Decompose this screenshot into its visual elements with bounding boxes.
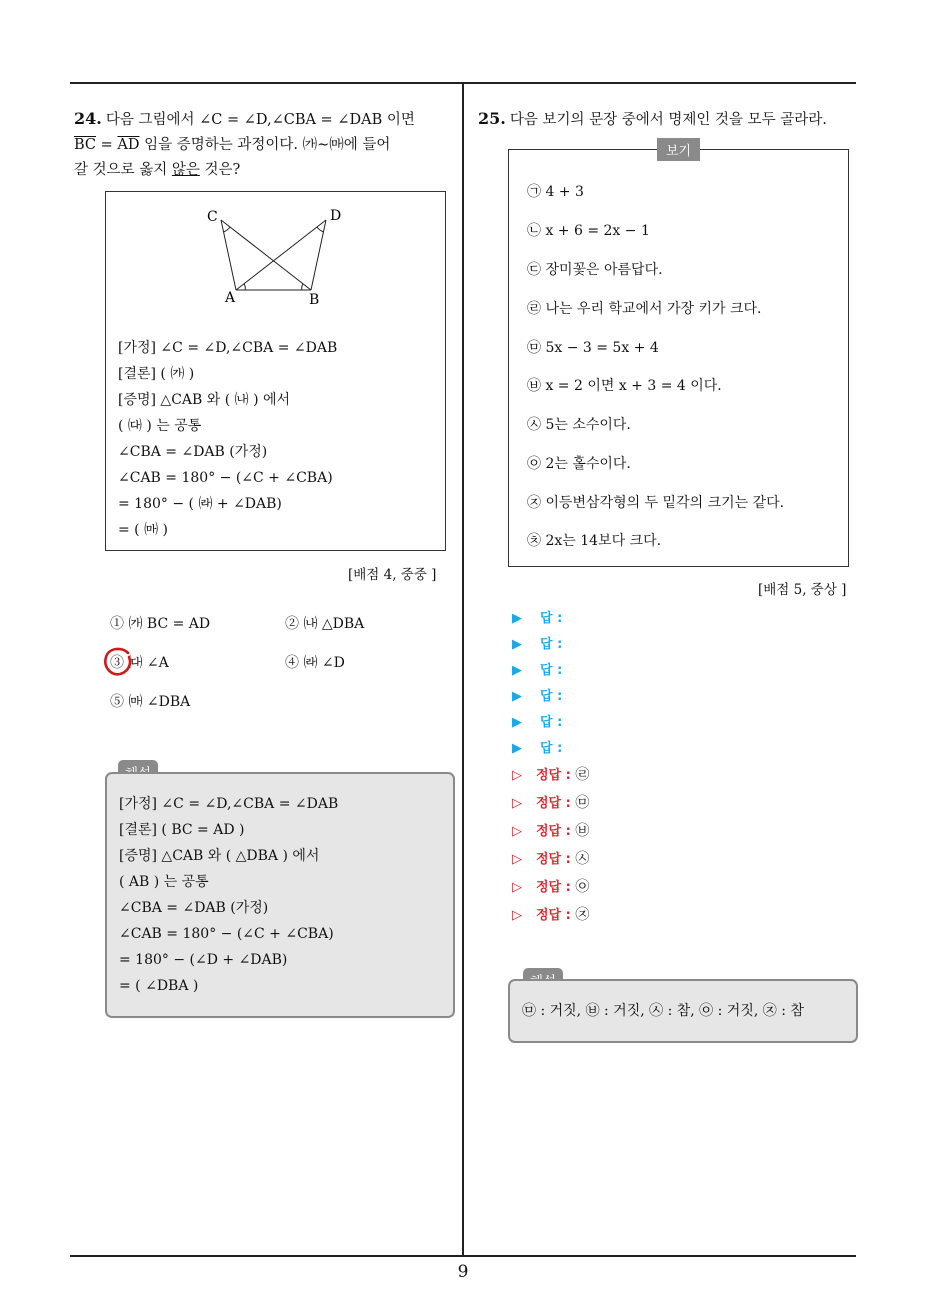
choice-text: ㈐ ∠A xyxy=(128,655,169,671)
q25-text xyxy=(478,106,860,133)
expl-line-6: ∠CAB = 180° − (∠C + ∠CBA) xyxy=(119,926,334,942)
fig-line-cb xyxy=(221,220,311,290)
expl-line-7: = 180° − (∠D + ∠DAB) xyxy=(119,952,288,968)
proof-line-6: ∠CAB = 180° − (∠C + ∠CBA) xyxy=(118,470,333,486)
bogi-item-4: ㉣ 나는 우리 학교에서 가장 키가 크다. xyxy=(527,301,762,317)
answer-blank-3[interactable]: ▶ 답 : xyxy=(512,663,563,678)
choice-text: ㈒ ∠DBA xyxy=(128,694,191,710)
q24-figure-box xyxy=(105,191,446,551)
q24-text xyxy=(74,106,456,183)
page-number: 9 xyxy=(457,1262,469,1282)
choice-number: ④ xyxy=(285,655,299,671)
q24-choice-4[interactable] xyxy=(285,652,345,672)
proof-line-3: [증명] △CAB 와 ( ㈏ ) 에서 xyxy=(118,392,291,408)
q25-bogi-box xyxy=(508,149,849,567)
bogi-item-6: ㉥ x = 2 이면 x + 3 = 4 이다. xyxy=(527,378,722,394)
q25-explanation-text: ㉤ : 거짓, ㉥ : 거짓, ㉦ : 참, ㉧ : 거짓, ㉨ : 참 xyxy=(522,1003,804,1019)
choice-number: ⑤ xyxy=(110,694,124,710)
q24-choice-1[interactable] xyxy=(110,613,210,633)
bogi-item-1: ㉠ 4 + 3 xyxy=(527,184,584,200)
outline-triangle-icon: ▷ xyxy=(512,852,522,867)
q24-line3-a: 갈 것으로 옳지 xyxy=(74,162,172,178)
outline-triangle-icon: ▷ xyxy=(512,880,522,895)
choice-text: ㈏ △DBA xyxy=(303,616,365,632)
column-divider xyxy=(462,83,464,1256)
proof-line-2: [결론] ( ㈎ ) xyxy=(118,366,195,382)
correct-answer-1: ▷ 정답 : ㉣ xyxy=(512,767,590,783)
bogi-item-3: ㉢ 장미꽃은 아름답다. xyxy=(527,262,663,278)
expl-line-8: = ( ∠DBA ) xyxy=(119,978,199,994)
proof-line-4: ( ㈐ ) 는 공통 xyxy=(118,418,202,434)
q25-bogi-tab: 보기 xyxy=(657,138,700,161)
play-triangle-icon: ▶ xyxy=(512,663,522,678)
expl-line-5: ∠CBA = ∠DAB (가정) xyxy=(119,900,269,916)
correct-answer-circle-icon xyxy=(101,645,135,679)
outline-triangle-icon: ▷ xyxy=(512,908,522,923)
fig-line-da xyxy=(236,220,326,290)
bogi-item-10: ㉩ 2x는 14보다 크다. xyxy=(527,533,662,549)
bottom-rule xyxy=(70,1255,856,1257)
q24-choice-5[interactable] xyxy=(110,691,190,711)
answer-blank-5[interactable]: ▶ 답 : xyxy=(512,715,563,730)
q24-line1: 다음 그림에서 ∠C = ∠D,∠CBA = ∠DAB 이면 xyxy=(105,112,415,128)
correct-answer-2: ▷ 정답 : ㉤ xyxy=(512,795,590,811)
answer-blank-1[interactable]: ▶ 답 : xyxy=(512,611,563,626)
choice-number: ② xyxy=(285,616,299,632)
fig-label-b: B xyxy=(309,292,320,308)
choice-number: ③ xyxy=(110,655,124,671)
proof-line-5: ∠CBA = ∠DAB (가정) xyxy=(118,444,268,460)
outline-triangle-icon: ▷ xyxy=(512,768,522,783)
answer-blank-6[interactable]: ▶ 답 : xyxy=(512,741,563,756)
proof-line-7: = 180° − ( ㈑ + ∠DAB) xyxy=(118,496,282,512)
outline-triangle-icon: ▷ xyxy=(512,824,522,839)
q24-eq: = xyxy=(96,137,118,153)
fig-angle-d xyxy=(317,227,324,232)
q24-figure xyxy=(106,192,445,322)
outline-triangle-icon: ▷ xyxy=(512,796,522,811)
fig-label-c: C xyxy=(207,209,218,225)
q24-seg-bc: $\overline{BC}$ xyxy=(74,137,97,153)
fig-angle-b xyxy=(302,284,303,290)
choice-number: ① xyxy=(110,616,124,632)
bogi-item-2: ㉡ x + 6 = 2x − 1 xyxy=(527,223,650,239)
q25-score: [배점 5, 중상 ] xyxy=(758,582,847,598)
fig-label-a: A xyxy=(225,290,236,306)
q24-number: 24. xyxy=(74,109,102,128)
proof-line-8: = ( ㈒ ) xyxy=(118,522,169,538)
q24-explanation-box xyxy=(105,772,455,1018)
bogi-item-5: ㉤ 5x − 3 = 5x + 4 xyxy=(527,340,659,356)
fig-angle-a xyxy=(244,284,245,290)
q24-seg-ad: $\overline{AD}$ xyxy=(117,137,140,153)
correct-answer-4: ▷ 정답 : ㉦ xyxy=(512,851,590,867)
expl-line-2: [결론] ( BC = AD ) xyxy=(119,822,245,838)
correct-answer-6: ▷ 정답 : ㉨ xyxy=(512,907,590,923)
expl-line-1: [가정] ∠C = ∠D,∠CBA = ∠DAB xyxy=(119,796,339,812)
play-triangle-icon: ▶ xyxy=(512,689,522,704)
choice-text: ㈑ ∠D xyxy=(303,655,345,671)
play-triangle-icon: ▶ xyxy=(512,637,522,652)
bogi-item-7: ㉦ 5는 소수이다. xyxy=(527,417,631,433)
play-triangle-icon: ▶ xyxy=(512,715,522,730)
correct-answer-5: ▷ 정답 : ㉧ xyxy=(512,879,590,895)
q25-number: 25. xyxy=(478,109,506,128)
choice-text: ㈎ BC = AD xyxy=(128,616,211,632)
play-triangle-icon: ▶ xyxy=(512,611,522,626)
correct-answer-3: ▷ 정답 : ㉥ xyxy=(512,823,590,839)
q25-question: 다음 보기의 문장 중에서 명제인 것을 모두 골라라. xyxy=(509,112,827,128)
expl-line-3: [증명] △CAB 와 ( △DBA ) 에서 xyxy=(119,848,320,864)
fig-label-d: D xyxy=(330,208,342,224)
answer-blank-4[interactable]: ▶ 답 : xyxy=(512,689,563,704)
q24-line2-rest: 임을 증명하는 과정이다. ㈎∼㈒에 들어 xyxy=(139,137,391,153)
q24-line3-emph: 않은 xyxy=(171,162,200,178)
bogi-item-9: ㉨ 이등변삼각형의 두 밑각의 크기는 같다. xyxy=(527,495,785,511)
fig-angle-c xyxy=(224,227,231,232)
expl-line-4: ( AB ) 는 공통 xyxy=(119,874,209,890)
q24-line3-c: 것은? xyxy=(199,162,241,178)
proof-line-1: [가정] ∠C = ∠D,∠CBA = ∠DAB xyxy=(118,340,338,356)
q25-explanation-box xyxy=(508,979,858,1043)
answer-blank-2[interactable]: ▶ 답 : xyxy=(512,637,563,652)
play-triangle-icon: ▶ xyxy=(512,741,522,756)
q24-score: [배점 4, 중중 ] xyxy=(348,567,437,583)
q24-choice-2[interactable] xyxy=(285,613,364,633)
bogi-item-8: ㉧ 2는 홀수이다. xyxy=(527,456,631,472)
